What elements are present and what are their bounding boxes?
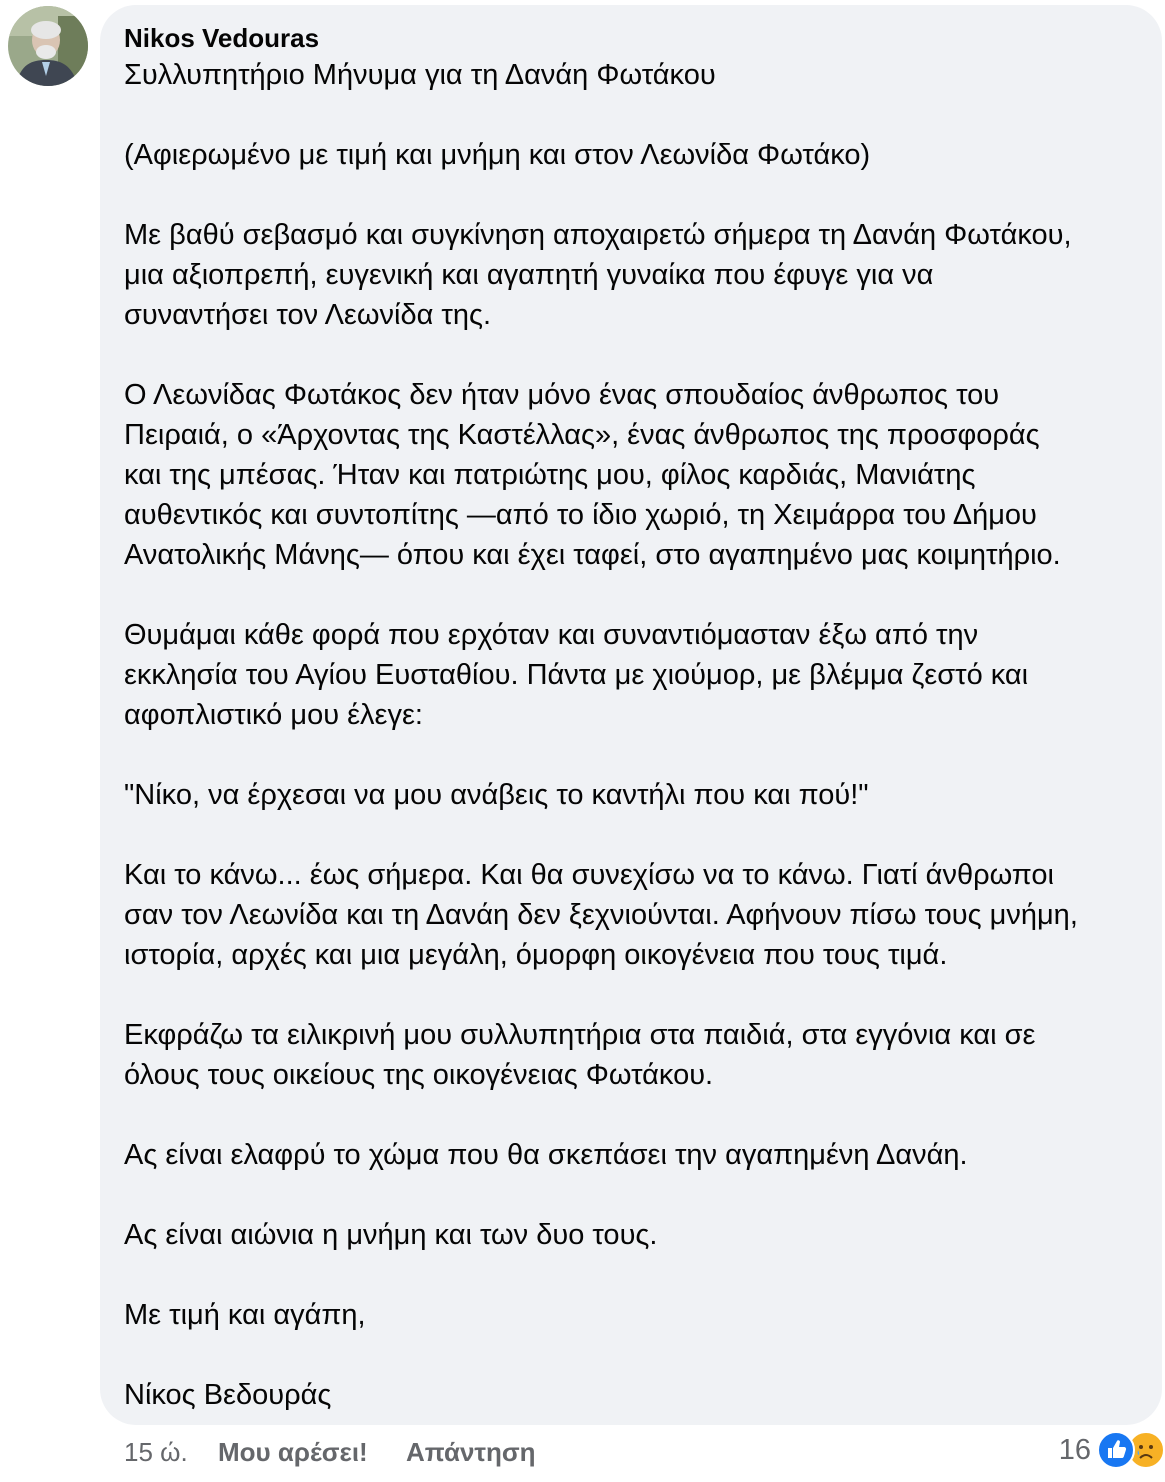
- like-reaction-icon: [1097, 1431, 1135, 1469]
- comment-line: και της μπέσας. Ήταν και πατριώτης μου, φίλος καρδιάς, Μανιάτης: [124, 459, 976, 491]
- comment-line: Συλλυπητήριο Μήνυμα για τη Δανάη Φωτάκου: [124, 59, 716, 91]
- comment-paragraph: [124, 855, 1154, 975]
- comment-author-name[interactable]: Nikos Vedouras: [124, 23, 320, 53]
- comment-paragraph: [124, 135, 1154, 175]
- reactions-summary[interactable]: [1059, 1430, 1165, 1470]
- comment-line: Εκφράζω τα ειλικρινή μου συλλυπητήρια στα παιδιά, στα εγγόνια και σε: [124, 1019, 1036, 1051]
- comment-line: Με βαθύ σεβασμό και συγκίνηση αποχαιρετώ σήμερα τη Δανάη Φωτάκου,: [124, 219, 1072, 251]
- comment-line: όλους τους οικείους της οικογένειας Φωτάκου.: [124, 1059, 714, 1091]
- comment-paragraph: [124, 1015, 1154, 1095]
- comment-timestamp[interactable]: 15 ώ.: [124, 1437, 188, 1467]
- comment-line: Ανατολικής Μάνης— όπου και έχει ταφεί, στο αγαπημένο μας κοιμητήριο.: [124, 539, 1061, 571]
- comment-text: [124, 55, 1154, 1415]
- comment-line: Θυμάμαι κάθε φορά που ερχόταν και συναντιόμασταν έξω από την: [124, 619, 979, 651]
- comment-paragraph: [124, 375, 1154, 575]
- comment-line: Νίκος Βεδουράς: [124, 1379, 332, 1411]
- avatar[interactable]: [8, 6, 88, 86]
- reply-button[interactable]: Απάντηση: [406, 1437, 536, 1467]
- comment-line: ιστορία, αρχές και μια μεγάλη, όμορφη οικογένεια που τους τιμά.: [124, 939, 948, 971]
- comment-line: (Αφιερωμένο με τιμή και μνήμη και στον Λεωνίδα Φωτάκο): [124, 139, 871, 171]
- avatar-photo-icon: [8, 6, 88, 86]
- comment-line: Ο Λεωνίδας Φωτάκος δεν ήταν μόνο ένας σπουδαίος άνθρωπος του: [124, 379, 1000, 411]
- comment-line: Πειραιά, ο «Άρχοντας της Καστέλλας», ένας άνθρωπος της προσφοράς: [124, 419, 1040, 451]
- comment-line: Ας είναι αιώνια η μνήμη και των δυο τους.: [124, 1219, 658, 1251]
- comment-paragraph: [124, 55, 1154, 95]
- reaction-count: 16: [1058, 1433, 1091, 1466]
- comment-paragraph: [124, 1375, 1154, 1415]
- comment-line: συναντήσει τον Λεωνίδα της.: [124, 299, 492, 331]
- comment-line: Με τιμή και αγάπη,: [124, 1299, 366, 1331]
- comment-line: αφοπλιστικό μου έλεγε:: [124, 699, 423, 731]
- comment-line: "Νίκο, να έρχεσαι να μου ανάβεις το καντήλι που και πού!": [124, 779, 869, 811]
- comment-paragraph: [124, 775, 1154, 815]
- comment-paragraph: [124, 1215, 1154, 1255]
- comment-line: αυθεντικός και συντοπίτης —από το ίδιο χωριό, τη Χειμάρρα του Δήμου: [124, 499, 1037, 531]
- comment-paragraph: [124, 615, 1154, 735]
- comment-paragraph: [124, 1135, 1154, 1175]
- comment-paragraph: [124, 1295, 1154, 1335]
- comment-line: μια αξιοπρεπή, ευγενική και αγαπητή γυναίκα που έφυγε για να: [124, 259, 934, 291]
- comment-line: εκκλησία του Αγίου Ευσταθίου. Πάντα με χιούμορ, με βλέμμα ζεστό και: [124, 659, 1029, 691]
- comment-line: σαν τον Λεωνίδα και τη Δανάη δεν ξεχνιούνται. Αφήνουν πίσω τους μνήμη,: [124, 899, 1078, 931]
- comment-paragraph: [124, 215, 1154, 335]
- comment-line: Και το κάνω... έως σήμερα. Και θα συνεχίσω να το κάνω. Γιατί άνθρωποι: [124, 859, 1054, 891]
- comment-line: Ας είναι ελαφρύ το χώμα που θα σκεπάσει την αγαπημένη Δανάη.: [124, 1139, 968, 1171]
- like-button[interactable]: Μου αρέσει!: [218, 1437, 368, 1467]
